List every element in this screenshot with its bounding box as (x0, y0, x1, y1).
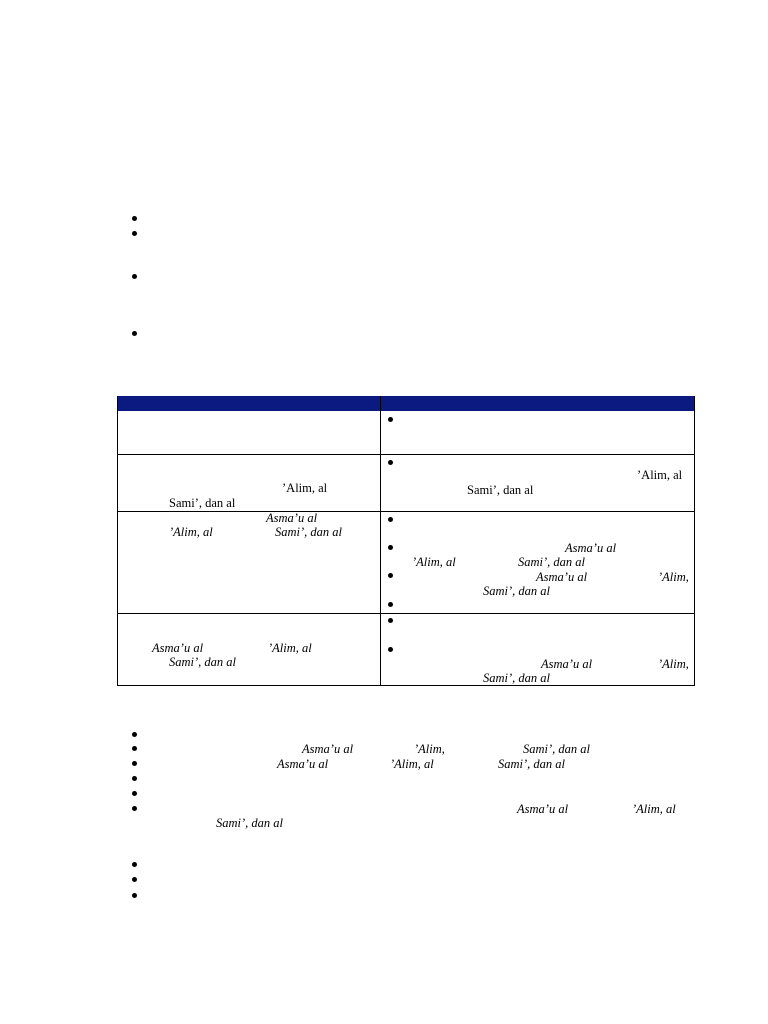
list-item-text: ’Alim, al (632, 802, 676, 816)
bullet-icon (132, 732, 137, 737)
bullet-icon (132, 274, 137, 279)
table-cell-text: Asma’u al (266, 511, 318, 525)
table-cell-text: Sami’, dan al (169, 655, 237, 669)
bullet-icon (132, 893, 137, 898)
bullet-icon (132, 746, 137, 751)
table-cell-text: Sami’, dan al (275, 525, 343, 539)
table-border (694, 396, 695, 686)
bullet-icon (132, 231, 137, 236)
bullet-icon (132, 862, 137, 867)
bullet-icon (388, 602, 393, 607)
table-cell-text: Sami’, dan al (169, 496, 236, 510)
table-cell-text: ’Alim, (658, 657, 689, 671)
table-cell-text: ’Alim, (658, 570, 689, 584)
bullet-icon (388, 460, 393, 465)
table-cell-text: Sami’, dan al (483, 584, 551, 598)
bullet-icon (132, 877, 137, 882)
table-cell-text: ’Alim, al (268, 641, 312, 655)
table-border (117, 685, 695, 686)
table-cell-text: Asma’u al (565, 541, 617, 555)
table-border (117, 454, 695, 455)
list-item-text: Sami’, dan al (498, 757, 566, 771)
table-cell-text: Sami’, dan al (483, 671, 551, 685)
list-item-text: ’Alim, al (390, 757, 434, 771)
bullet-icon (132, 776, 137, 781)
table-cell-text: ’Alim, al (282, 481, 328, 495)
comparison-table (117, 396, 695, 686)
bullet-icon (132, 791, 137, 796)
bullet-icon (388, 417, 393, 422)
table-cell-text: Sami’, dan al (518, 555, 586, 569)
list-item-text: ’Alim, (414, 742, 445, 756)
table-cell-text: ’Alim, al (637, 468, 683, 482)
table-border (117, 511, 695, 512)
table-cell-text: Sami’, dan al (467, 483, 534, 497)
bullet-icon (388, 517, 393, 522)
bullet-icon (132, 216, 137, 221)
table-cell-text: ’Alim, al (169, 525, 213, 539)
table-header (117, 396, 695, 411)
table-cell-text: Asma’u al (152, 641, 204, 655)
list-item-text: Sami’, dan al (216, 816, 284, 830)
list-item-text: Sami’, dan al (523, 742, 591, 756)
bullet-icon (388, 647, 393, 652)
table-cell-text: Asma’u al (541, 657, 593, 671)
bullet-icon (388, 545, 393, 550)
bullet-icon (132, 806, 137, 811)
table-cell-text: ’Alim, al (412, 555, 456, 569)
table-cell-text: Asma’u al (536, 570, 588, 584)
bullet-icon (388, 573, 393, 578)
bullet-icon (388, 618, 393, 623)
list-item-text: Asma’u al (302, 742, 354, 756)
bullet-icon (132, 331, 137, 336)
bullet-icon (132, 761, 137, 766)
list-item-text: Asma’u al (517, 802, 569, 816)
list-item-text: Asma’u al (277, 757, 329, 771)
table-border (117, 613, 695, 614)
table-border (117, 396, 118, 686)
table-border (380, 396, 381, 686)
